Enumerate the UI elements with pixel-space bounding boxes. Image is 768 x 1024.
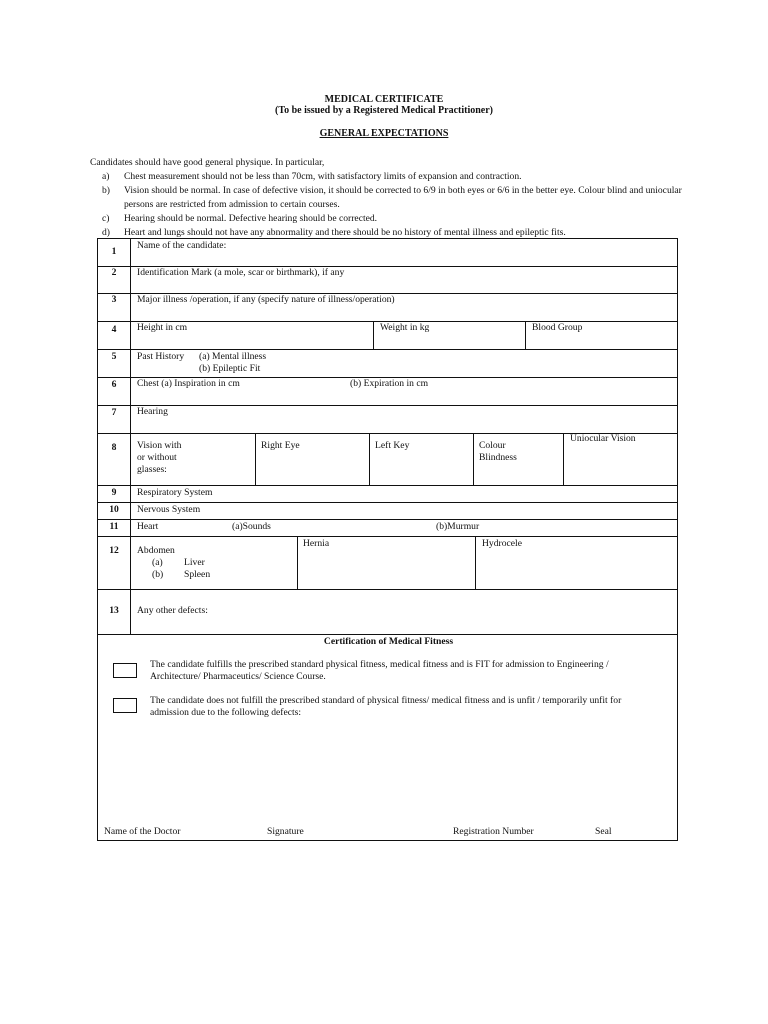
mental-illness-label[interactable]: (a) Mental illness [199,351,267,362]
chest-expiration-label[interactable]: (b) Expiration in cm [350,378,429,389]
row-number: 12 [109,545,119,556]
fit-statement: The candidate fulfills the prescribed standard physical fitness, medical fitness and is FIT for admission to Engineering / Architecture/ Pharmaceutics/ Science Course. [150,659,609,682]
liver-label[interactable]: Liver [184,557,205,568]
certification-title: Certification of Medical Fitness [323,636,454,647]
row-number: 10 [109,504,119,515]
row-number: 11 [109,521,119,532]
document-subtitle: (To be issued by a Registered Medical Practitioner) [274,105,494,116]
heart-label: Heart [137,521,159,532]
major-illness-label[interactable]: Major illness /operation, if any (specify nature of illness/operation) [137,294,395,305]
right-eye-label[interactable]: Right Eye [261,440,300,451]
hernia-label[interactable]: Hernia [303,538,330,549]
left-eye-label[interactable]: Left Key [375,440,410,451]
list-item: d) Heart and lungs should not have any abnormality and there should be no history of mental illness and epileptic fits. [102,227,566,238]
list-item: a) Chest measurement should not be less than 70cm, with satisfactory limits of expansion and contraction. [102,171,522,182]
medical-form-table [97,238,678,841]
liver-label: (a) [152,557,163,568]
row-number: 9 [111,487,117,498]
spleen-label: (b) [152,569,164,580]
candidate-name-label[interactable]: Name of the candidate: [137,240,227,251]
document-title: MEDICAL CERTIFICATE [324,94,444,105]
seal-label[interactable]: Seal [595,826,612,837]
hearing-label[interactable]: Hearing [137,406,168,417]
row-number: 13 [109,605,119,616]
row-number: 5 [111,351,117,362]
list-item: c) Hearing should be normal. Defective hearing should be corrected. [102,213,378,224]
epileptic-fit-label[interactable]: (b) Epileptic Fit [199,363,261,374]
hydrocele-label[interactable]: Hydrocele [482,538,522,549]
unfit-checkbox[interactable] [113,698,137,713]
registration-number-label[interactable]: Registration Number [453,826,534,837]
identification-mark-label[interactable]: Identification Mark (a mole, scar or birthmark), if any [137,267,345,278]
spleen-label[interactable]: Spleen [184,569,211,580]
abdomen-label: Abdomen [137,545,175,556]
signature-label[interactable]: Signature [267,826,304,837]
colour-blindness-label: Blindness [479,452,517,463]
height-label[interactable]: Height in cm [137,322,188,333]
row-number: 2 [111,267,117,278]
nervous-system-label[interactable]: Nervous System [137,504,201,515]
vision-label: or without [137,452,177,463]
row-number: 7 [111,407,117,418]
row-number: 1 [111,246,117,257]
vision-label: Vision with [137,440,182,451]
heart-murmur-label[interactable]: (b)Murmur [436,521,480,532]
past-history-label: Past History [137,351,185,362]
row-number: 4 [111,324,117,335]
respiratory-system-label[interactable]: Respiratory System [137,487,213,498]
general-expectations [90,156,690,240]
list-item: b) Vision should be normal. In case of defective vision, it should be corrected to 6/9 in both eyes or 6/6 in the better eye. Colour blind and uniocular persons are restricted from admission to certain courses. [102,185,682,210]
unfit-statement: The candidate does not fulfill the prescribed standard of physical fitness/ medical fitness and is unfit / temporarily unfit for admission due to the following defects: [150,695,622,718]
weight-label[interactable]: Weight in kg [380,322,430,333]
row-number: 8 [111,442,117,453]
vision-label: glasses: [137,464,167,475]
other-defects-label[interactable]: Any other defects: [137,605,208,616]
row-number: 3 [111,294,117,305]
doctor-name-label[interactable]: Name of the Doctor [104,826,181,837]
intro-lead: Candidates should have good general physique. In particular, [90,157,325,168]
heart-sounds-label[interactable]: (a)Sounds [232,521,271,532]
chest-inspiration-label[interactable]: Chest (a) Inspiration in cm [137,378,240,389]
uniocular-vision-label[interactable]: Uniocular Vision [570,433,636,444]
fit-checkbox[interactable] [113,663,137,678]
colour-blindness-label[interactable]: Colour [479,440,506,451]
section-heading: GENERAL EXPECTATIONS [319,128,449,139]
row-number: 6 [111,379,117,390]
blood-group-label[interactable]: Blood Group [532,322,583,333]
